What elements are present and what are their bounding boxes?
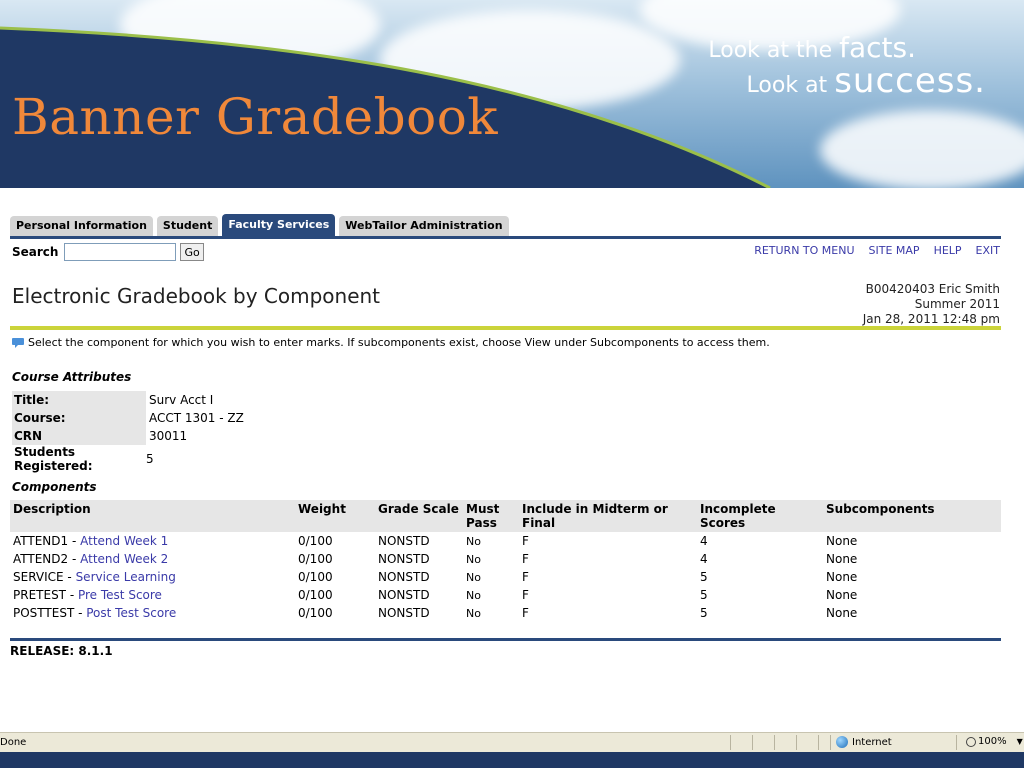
component-weight: 0/100 bbox=[298, 552, 333, 566]
tab-personal-information[interactable]: Personal Information bbox=[10, 216, 153, 236]
col-incomplete-scores: Incomplete Scores bbox=[697, 500, 823, 532]
component-weight: 0/100 bbox=[298, 570, 333, 584]
component-row bbox=[10, 532, 1001, 550]
zoom-level: 100% bbox=[978, 736, 1007, 747]
top-links bbox=[754, 244, 1000, 257]
page-title: Electronic Gradebook by Component bbox=[12, 284, 381, 308]
component-grade-scale: NONSTD bbox=[378, 534, 430, 548]
component-include: F bbox=[522, 534, 529, 548]
zoom-icon bbox=[966, 737, 976, 747]
component-include: F bbox=[522, 588, 529, 602]
search-row bbox=[12, 242, 204, 262]
component-code: SERVICE bbox=[13, 570, 64, 584]
browser-status-bar bbox=[0, 732, 1024, 752]
user-id-name: B00420403 Eric Smith bbox=[865, 282, 1000, 296]
col-weight: Weight bbox=[295, 500, 375, 532]
component-include: F bbox=[522, 570, 529, 584]
component-must-pass: No bbox=[466, 606, 481, 620]
component-row bbox=[10, 586, 1001, 604]
zoom-control[interactable] bbox=[966, 736, 1023, 747]
component-code: POSTTEST bbox=[13, 606, 75, 620]
attr-label: Course: bbox=[12, 409, 146, 427]
info-message bbox=[12, 336, 770, 349]
user-datetime: Jan 28, 2011 12:48 pm bbox=[862, 312, 1000, 326]
attr-label: CRN bbox=[12, 427, 146, 445]
attr-row-students-registered bbox=[12, 445, 246, 473]
attr-value: 30011 bbox=[149, 429, 188, 443]
globe-icon bbox=[836, 736, 848, 748]
col-grade-scale: Grade Scale bbox=[375, 500, 463, 532]
attr-label: Students Registered: bbox=[14, 445, 93, 473]
tab-webtailor-administration[interactable]: WebTailor Administration bbox=[339, 216, 508, 236]
chevron-down-icon[interactable]: ▼ bbox=[1016, 737, 1023, 746]
search-label: Search bbox=[12, 245, 59, 259]
component-weight: 0/100 bbox=[298, 606, 333, 620]
security-zone bbox=[836, 736, 892, 748]
component-incomplete: 5 bbox=[700, 606, 708, 620]
component-row bbox=[10, 550, 1001, 568]
col-description: Description bbox=[10, 500, 295, 532]
component-subcomponents: None bbox=[826, 552, 858, 566]
nav-tabs bbox=[10, 214, 513, 236]
slogan bbox=[708, 31, 986, 101]
component-incomplete: 5 bbox=[700, 588, 708, 602]
component-incomplete: 4 bbox=[700, 552, 708, 566]
col-subcomponents: Subcomponents bbox=[823, 500, 1001, 532]
component-subcomponents: None bbox=[826, 588, 858, 602]
slide-title: Banner Gradebook bbox=[12, 88, 499, 146]
slogan-line2-big: success. bbox=[834, 61, 986, 101]
components-heading: Components bbox=[12, 480, 97, 494]
attr-value: 5 bbox=[146, 452, 154, 466]
component-description: ATTEND2 - Attend Week 2 bbox=[13, 552, 169, 566]
component-grade-scale: NONSTD bbox=[378, 606, 430, 620]
component-description: SERVICE - Service Learning bbox=[13, 570, 176, 584]
component-incomplete: 4 bbox=[700, 534, 708, 548]
attr-row-crn bbox=[12, 427, 246, 445]
browser-content bbox=[0, 188, 1024, 732]
components-table bbox=[10, 500, 1001, 622]
return-to-menu-link[interactable]: RETURN TO MENU bbox=[754, 244, 855, 257]
slide-banner bbox=[0, 0, 1024, 188]
col-must-pass: Must Pass bbox=[463, 500, 519, 532]
component-must-pass: No bbox=[466, 570, 481, 584]
component-must-pass: No bbox=[466, 534, 481, 548]
component-grade-scale: NONSTD bbox=[378, 570, 430, 584]
components-body bbox=[10, 532, 1001, 622]
search-input[interactable] bbox=[64, 243, 176, 261]
component-incomplete: 5 bbox=[700, 570, 708, 584]
component-grade-scale: NONSTD bbox=[378, 588, 430, 602]
component-link[interactable]: Attend Week 2 bbox=[80, 552, 169, 566]
bottom-divider bbox=[10, 638, 1001, 641]
component-weight: 0/100 bbox=[298, 534, 333, 548]
component-grade-scale: NONSTD bbox=[378, 552, 430, 566]
slogan-line1-big: facts. bbox=[839, 31, 916, 64]
attr-row-course bbox=[12, 409, 246, 427]
component-code: ATTEND1 bbox=[13, 534, 69, 548]
tab-faculty-services[interactable]: Faculty Services bbox=[222, 214, 335, 236]
component-code: PRETEST bbox=[13, 588, 67, 602]
tab-student[interactable]: Student bbox=[157, 216, 218, 236]
zone-label: Internet bbox=[852, 736, 892, 748]
attr-value: ACCT 1301 - ZZ bbox=[149, 411, 244, 425]
component-subcomponents: None bbox=[826, 570, 858, 584]
component-must-pass: No bbox=[466, 552, 481, 566]
slogan-line1-prefix: Look at the bbox=[708, 38, 833, 63]
component-description: ATTEND1 - Attend Week 1 bbox=[13, 534, 169, 548]
user-info bbox=[863, 282, 1000, 327]
component-code: ATTEND2 bbox=[13, 552, 69, 566]
status-text: Done bbox=[0, 737, 27, 748]
release-label: RELEASE: 8.1.1 bbox=[10, 644, 113, 658]
col-include-midterm-final: Include in Midterm or Final bbox=[519, 500, 697, 532]
attr-value: Surv Acct I bbox=[149, 393, 214, 407]
components-header-row bbox=[10, 500, 1001, 532]
component-weight: 0/100 bbox=[298, 588, 333, 602]
component-must-pass: No bbox=[466, 588, 481, 602]
component-link[interactable]: Pre Test Score bbox=[77, 588, 162, 602]
site-map-link[interactable]: SITE MAP bbox=[868, 244, 920, 257]
attr-row-title bbox=[12, 391, 246, 409]
component-row bbox=[10, 604, 1001, 622]
component-include: F bbox=[522, 606, 529, 620]
slogan-line2-prefix: Look at bbox=[746, 73, 828, 98]
user-term: Summer 2011 bbox=[914, 297, 1000, 311]
tab-divider bbox=[10, 236, 1001, 239]
component-subcomponents: None bbox=[826, 534, 858, 548]
component-description: PRETEST - Pre Test Score bbox=[13, 588, 162, 602]
info-icon bbox=[12, 338, 24, 348]
exit-link[interactable]: EXIT bbox=[975, 244, 1000, 257]
component-subcomponents: None bbox=[826, 606, 858, 620]
title-divider bbox=[10, 326, 1001, 330]
info-text: Select the component for which you wish to enter marks. If subcomponents exist, choose View under Subcomponents to access them. bbox=[28, 336, 770, 349]
go-button[interactable]: Go bbox=[180, 243, 203, 261]
component-link[interactable]: Service Learning bbox=[75, 570, 176, 584]
component-description: POSTTEST - Post Test Score bbox=[13, 606, 177, 620]
component-include: F bbox=[522, 552, 529, 566]
course-attributes-heading: Course Attributes bbox=[12, 370, 132, 384]
component-link[interactable]: Attend Week 1 bbox=[80, 534, 169, 548]
slide-footer-band bbox=[0, 752, 1024, 768]
component-row bbox=[10, 568, 1001, 586]
course-attributes-table bbox=[12, 391, 246, 473]
attr-label: Title: bbox=[12, 391, 146, 409]
component-link[interactable]: Post Test Score bbox=[86, 606, 177, 620]
help-link[interactable]: HELP bbox=[933, 244, 962, 257]
